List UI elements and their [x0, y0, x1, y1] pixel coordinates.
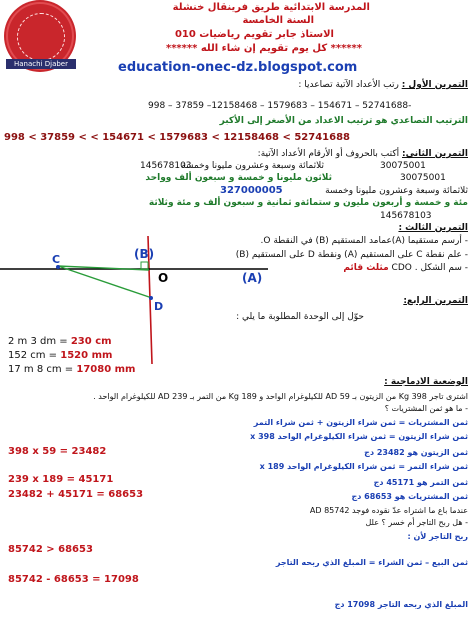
- integ-s6: ثمن المشتريات هو 68653 دج: [351, 492, 468, 501]
- integ-p2: - ما هو ثمن المشتريات ؟: [384, 404, 468, 413]
- stamp-label: Hanachi Djaber: [6, 59, 76, 69]
- ex3-title: التمرين الثالث :: [398, 223, 468, 233]
- ex3-line2: - علم نقطة C على المستقيم (A) ونقطة D على المستقيم (B): [235, 250, 468, 260]
- integ-s3: ثمن الزيتون هو 23482 دج: [364, 448, 468, 457]
- ex4-row-3: [8, 364, 135, 375]
- ex1-title: التمرين الأول :: [401, 80, 468, 90]
- ex1-header: [298, 80, 468, 90]
- ex4-a3: 17080 mm: [76, 364, 136, 375]
- ex3-line3-row: [343, 263, 468, 273]
- integ-s8: ثمن البيع – ثمن الشراء = المبلغ الذي ربحه التاجر: [275, 558, 468, 567]
- ex4-title: التمرين الرابع:: [403, 296, 468, 306]
- ex4-a2: 1520 mm: [60, 350, 113, 361]
- integ-calc2: 239 x 189 = 45171: [8, 474, 114, 485]
- ex4-a1: 230 cm: [70, 336, 112, 347]
- integ-calc5: 85742 - 68653 = 17098: [8, 574, 139, 585]
- ex1-numbers: 998 – 37859 –12158468 – 1579683 – 154671 – 52741688-: [148, 101, 412, 111]
- integ-s1: ثمن المشتريات = ثمن شراء الزيتون + ثمن شراء التمر: [253, 418, 468, 427]
- ex4-instruction: حوّل إلى الوحدة المطلوبة ما يلي :: [236, 312, 364, 322]
- stamp-ring: [17, 13, 65, 61]
- ex2-words1: ثلاثمائة وسبعة وعشرون مليونا وخمسة: [181, 161, 324, 171]
- ex2-num2: 30075001: [380, 161, 426, 171]
- integ-s4: ثمن شراء التمر = ثمن شراء الكيلوغرام الواحد x 189: [259, 462, 468, 471]
- ex4-row-2: [8, 350, 112, 361]
- label-d: D: [154, 300, 164, 313]
- ex2-title: التمرين الثاني:: [402, 149, 468, 159]
- integ-calc1: 398 x 59 = 23482: [8, 446, 107, 457]
- ex4-q2: 152 cm =: [8, 350, 58, 361]
- ex3-line3: - سم الشكل . CDO: [391, 263, 468, 273]
- ex3-line1: - أرسم مستقيما (A)عمامد المستقيم (B) في النقطة O.: [260, 236, 468, 246]
- grade-level: السنة الخامسة: [242, 15, 314, 26]
- ex2-words2: ثلاثون مليونا و خمسة و سبعون ألف وواحد: [145, 173, 332, 183]
- integ-title: الوضعية الادماجية :: [384, 377, 468, 387]
- integ-p3: عندما باع ما اشتراه عدّ نقوده فوجد 85742 AD: [309, 506, 468, 515]
- right-angle-mark: [141, 262, 148, 269]
- ex2-header: [258, 149, 468, 159]
- website[interactable]: education-onec-dz.blogspot.com: [118, 60, 358, 75]
- ex2-words4: مئة و خمسة و أربعون مليون و ستمائةو ثمانية و سبعون ألف و مئة وثلاثة: [148, 198, 468, 208]
- integ-p1: اشترى تاجر 398 Kg من الزيتون بـ 59 AD للكيلوغرام الواحد و 189 Kg من التمر بـ 239 AD للكيلوغرام الواحد .: [93, 392, 468, 401]
- integ-calc3: 23482 + 45171 = 68653: [8, 489, 144, 500]
- teacher-line: الاستاذ جابر تقويم رياضيات 010: [174, 29, 334, 40]
- ex2-num4: 145678103: [380, 211, 432, 221]
- ex1-answer-label: الترتيب التصاعدي هو ترتيب الاعداد من الأصغر إلى الأكبر: [219, 116, 468, 126]
- integ-s2: ثمن شراء الزيتون = ثمن شراء الكيلوغرام الواحد x 398: [250, 432, 468, 441]
- ex4-row-1: [8, 336, 112, 347]
- integ-s5: ثمن التمر هو 45171 دج: [373, 478, 468, 487]
- integ-calc4: 85742 > 68653: [8, 544, 93, 555]
- ex4-q1: 2 m 3 dm =: [8, 336, 68, 347]
- wish-line: ****** كل يوم تقويم إن شاء الله ******: [165, 43, 362, 54]
- label-o: O: [158, 271, 169, 285]
- integ-s7: ربح التاجر لأن :: [407, 532, 468, 541]
- integ-p4: - هل ربح التاجر أم خسر ؟ علل: [365, 518, 468, 527]
- label-b: (B): [134, 247, 155, 261]
- ex2-words3: ثلاثمائة وسبعة وعشرون مليونا وخمسة: [325, 186, 468, 196]
- label-c: C: [52, 253, 61, 266]
- segment-cd: [58, 266, 152, 298]
- ex2-num3: 327000005: [220, 185, 283, 196]
- school-name: المدرسة الابتدائية طريق فرينقال خنشلة: [172, 2, 370, 13]
- ex4-q3: 17 m 8 cm =: [8, 364, 74, 375]
- ex2-num2b: 30075001: [400, 173, 446, 183]
- ex3-answer: مثلث قائم: [343, 263, 389, 273]
- point-d: [149, 296, 153, 300]
- integ-s9: المبلغ الذي ربحه التاجر 17098 دج: [334, 600, 468, 609]
- ex1-answer: 998 < 37859 < < 154671 < 1579683 < 12158468 < 52741688: [4, 132, 351, 143]
- label-a: (A): [242, 271, 263, 285]
- ex2-instruction: أكتب بالحروف أو الأرقام الأعداد الآتية:: [257, 149, 400, 159]
- ex1-instruction: رتب الأعداد الآتية تصاعديا :: [298, 80, 399, 90]
- ex2-num1: 145678103: [140, 161, 192, 171]
